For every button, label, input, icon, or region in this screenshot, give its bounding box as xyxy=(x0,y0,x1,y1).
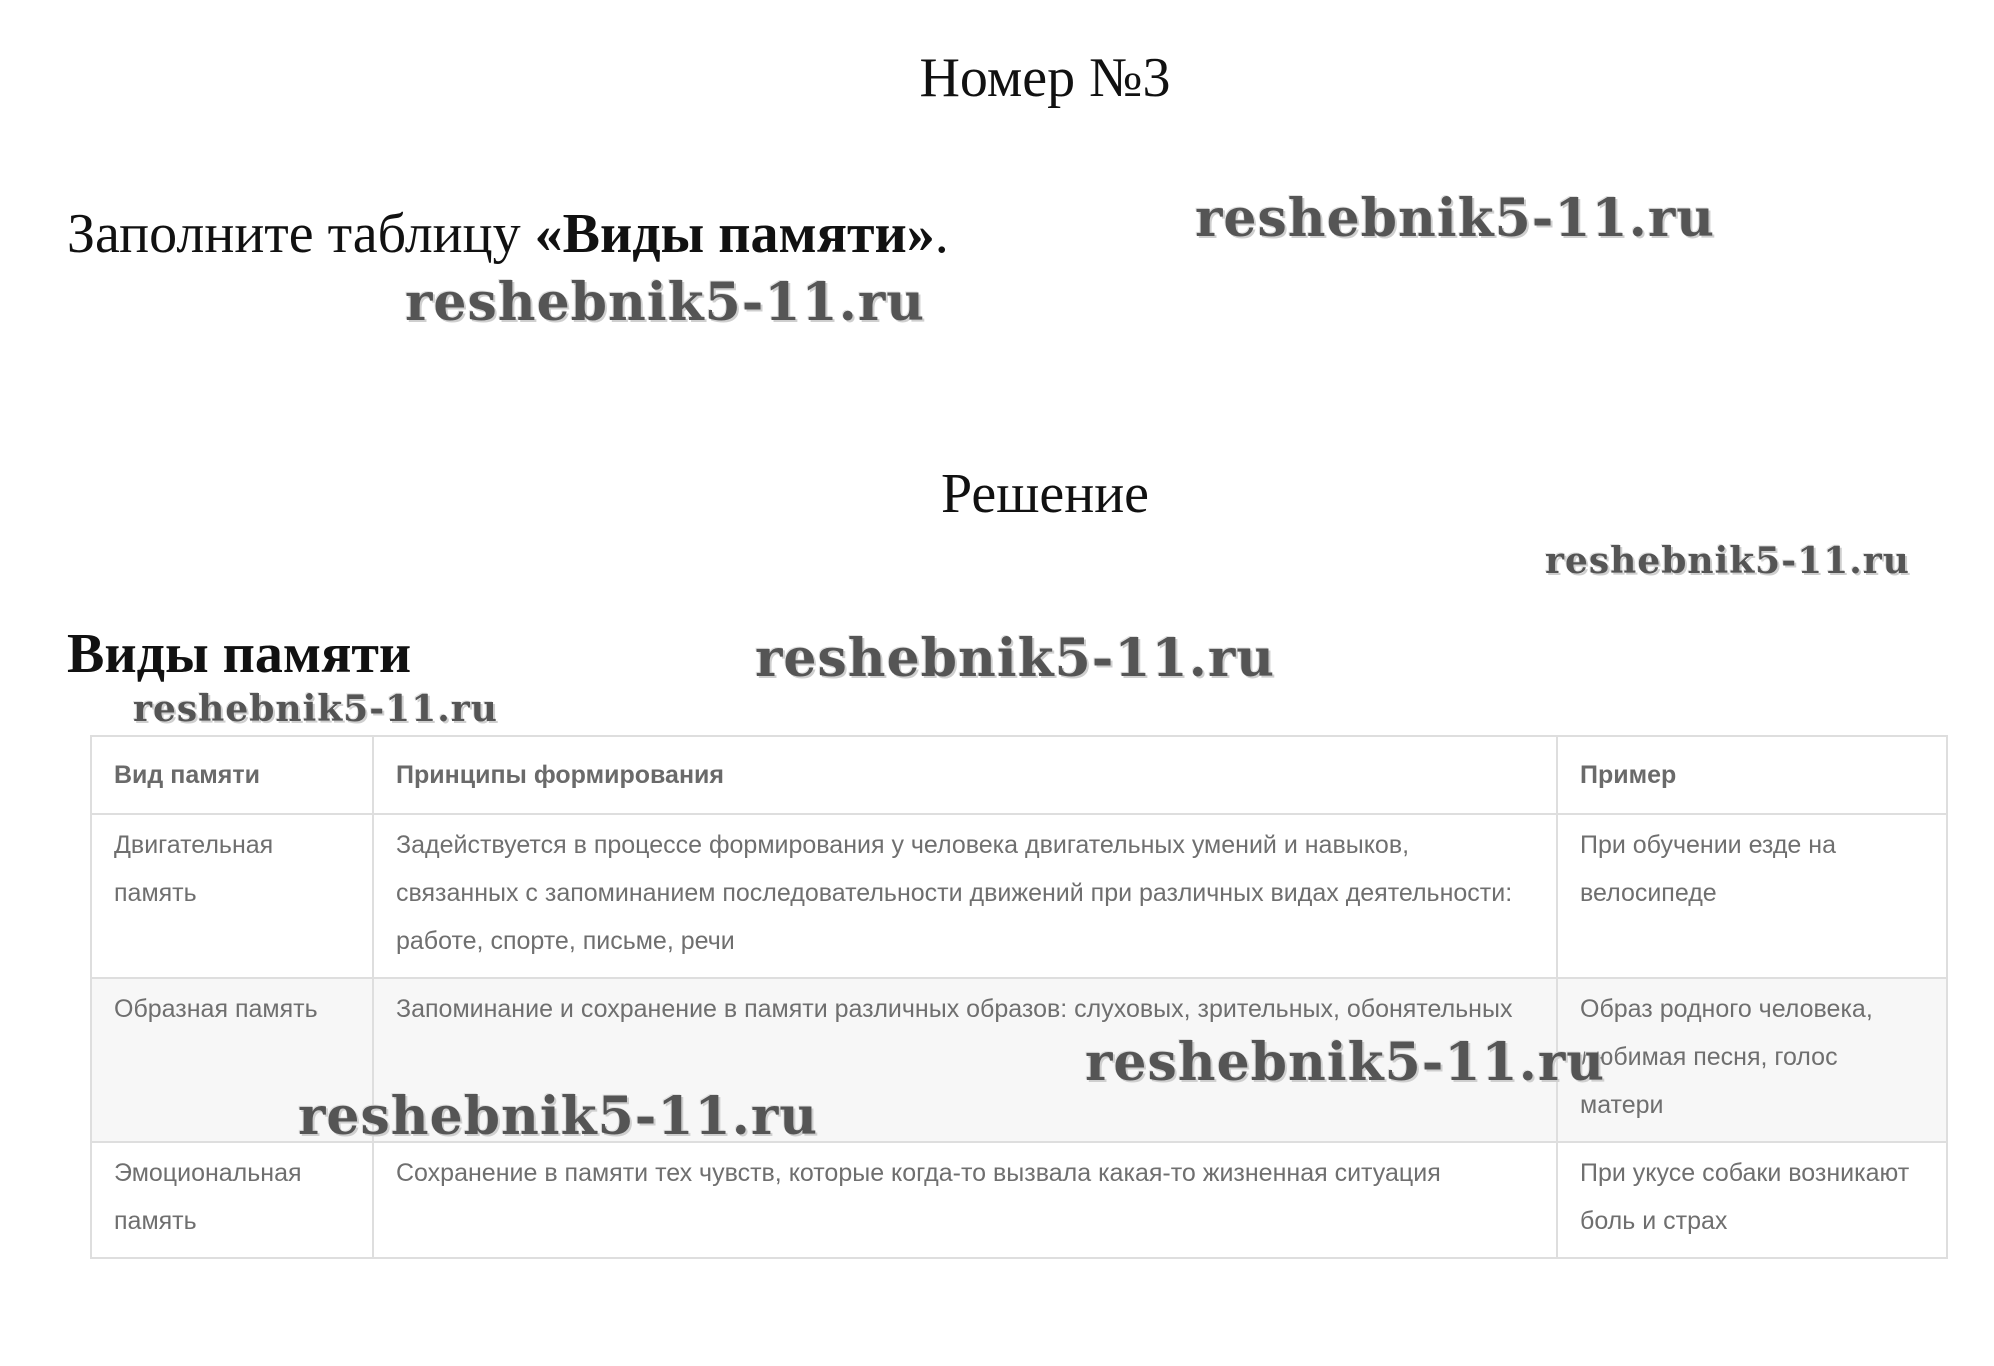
principle-cell: Запоминание и сохранение в памяти различных образов: слуховых, зрительных, обонятельных xyxy=(373,978,1557,1142)
table-row xyxy=(91,1142,1947,1258)
column-header-type: Вид памяти xyxy=(91,736,373,814)
watermark: reshebnik5-11.ru xyxy=(405,272,926,333)
principle-cell: Сохранение в памяти тех чувств, которые когда-то вызвала какая-то жизненная ситуация xyxy=(373,1142,1557,1258)
table-row xyxy=(91,814,1947,978)
task-statement xyxy=(67,202,949,266)
task-emphasis: «Виды памяти» xyxy=(534,203,935,265)
table-header-row xyxy=(91,736,1947,814)
task-prefix: Заполните таблицу xyxy=(67,203,535,265)
example-cell: При обучении езде на велосипеде xyxy=(1557,814,1947,978)
watermark: reshebnik5-11.ru xyxy=(1085,1032,1606,1093)
memory-type-cell: Эмоциональная память xyxy=(91,1142,373,1258)
watermark: reshebnik5-11.ru xyxy=(755,628,1276,689)
example-cell: Образ родного человека, любимая песня, голос матери xyxy=(1557,978,1947,1142)
memory-type-cell: Образная память xyxy=(91,978,373,1142)
watermark: reshebnik5-11.ru xyxy=(298,1086,819,1147)
task-suffix: . xyxy=(934,203,949,265)
example-cell: При укусе собаки возникают боль и страх xyxy=(1557,1142,1947,1258)
watermark: reshebnik5-11.ru xyxy=(133,688,498,730)
section-title: Виды памяти xyxy=(67,623,412,685)
page-title: Номер №3 xyxy=(919,47,1171,109)
solution-label: Решение xyxy=(940,463,1150,525)
memory-type-cell: Двигательная память xyxy=(91,814,373,978)
principle-cell: Задействуется в процессе формирования у человека двигательных умений и навыков, связанных с запоминанием последовательности движений при различных видах деятельности: работе, спорте, письме, речи xyxy=(373,814,1557,978)
column-header-principle: Принципы формирования xyxy=(373,736,1557,814)
watermark: reshebnik5-11.ru xyxy=(1195,188,1716,249)
watermark: reshebnik5-11.ru xyxy=(1545,540,1910,582)
memory-types-table xyxy=(90,735,1948,1259)
column-header-example: Пример xyxy=(1557,736,1947,814)
